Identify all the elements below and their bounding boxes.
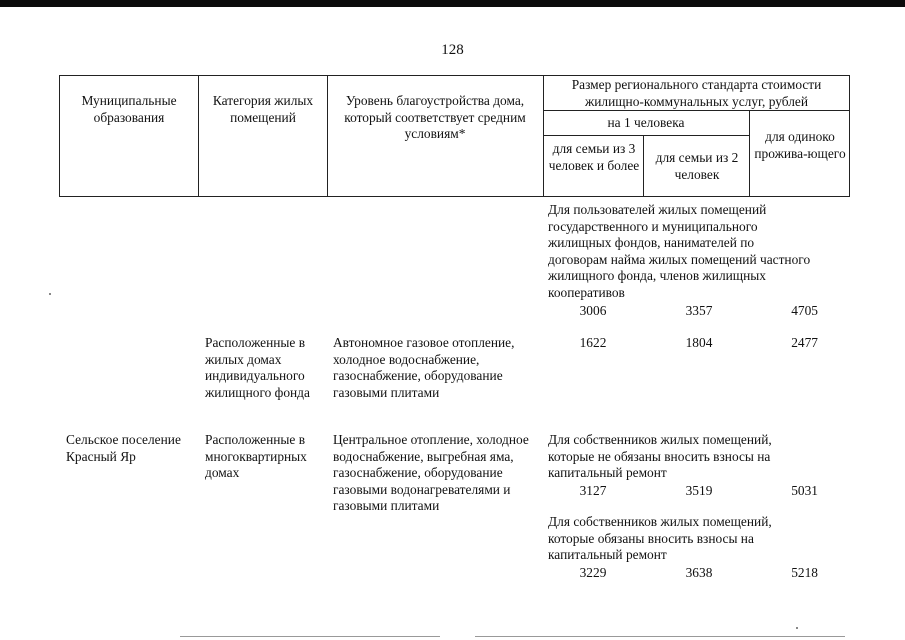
block2-level: Автономное газовое отопление, холодное водоснабжение, газоснабжение, оборудование газовыми плитами [333,335,515,400]
col-divider-2 [327,75,328,197]
block3-category: Расположенные в многоквартирных домах [205,432,307,480]
block3a-value-family-2: 3519 [685,483,713,498]
block3-municipality: Сельское поселение Красный Яр [66,432,181,464]
block3b-value-single: 5218 [791,565,818,580]
block3-note-b: Для собственников жилых помещений, которые обязаны вносить взносы на капитальный ремонт [548,514,772,562]
col-divider-3 [543,75,544,197]
col-divider-1 [198,75,199,197]
standard-subheader-line [543,110,850,111]
col-divider-4 [643,135,644,197]
block3-level: Центральное отопление, холодное водоснабжение, выгребная яма, газоснабжение, оборудование газовыми водонагревателями и газовыми плитами [333,432,529,513]
table-left-border [59,75,60,197]
header-per-person: на 1 человека [607,115,685,130]
block1-note: Для пользователей жилых помещений государственного и муниципального жилищных фондов, нанимателей по договорам найма жилых помещений частного жилищного фонда, членов жилищных кооперативов [548,202,811,300]
block3-note-a: Для собственников жилых помещений, которые не обязаны вносить взносы на капитальный ремонт [548,432,772,480]
table-right-border [849,75,850,197]
block1-value-single: 4705 [791,303,818,318]
header-single: для одиноко прожива-ющего [754,129,846,161]
table-header-bottom-border [59,196,850,197]
scan-bottom-artifact [180,636,440,637]
header-standard: Размер регионального стандарта стоимости жилищно-коммунальных услуг, рублей [571,77,822,109]
block3a-value-single: 5031 [791,483,818,498]
header-level: Уровень благоустройства дома, который соответствует средним условиям* [344,93,526,141]
scan-bottom-artifact [475,636,845,637]
block2-value-single: 2477 [791,335,818,350]
block2-category: Расположенные в жилых домах индивидуального жилищного фонда [205,335,310,400]
block2-value-family-3: 1622 [579,335,607,350]
block3b-value-family-2: 3638 [685,565,713,580]
scan-speck [796,627,798,629]
header-family-3: для семьи из 3 человек и более [548,141,640,173]
scan-speck [49,293,51,295]
header-family-2: для семьи из 2 человек [655,150,739,182]
header-municipality: Муниципальные образования [81,93,177,125]
per-person-subheader-line [543,135,749,136]
header-category: Категория жилых помещений [212,93,314,125]
block1-value-family-3: 3006 [579,303,607,318]
page-number: 128 [441,42,464,58]
block3b-value-family-3: 3229 [579,565,607,580]
block2-value-family-2: 1804 [685,335,713,350]
block3a-value-family-3: 3127 [579,483,607,498]
scan-top-border [0,0,905,7]
block1-value-family-2: 3357 [685,303,713,318]
table-top-border [59,75,850,76]
col-divider-5 [749,110,750,197]
